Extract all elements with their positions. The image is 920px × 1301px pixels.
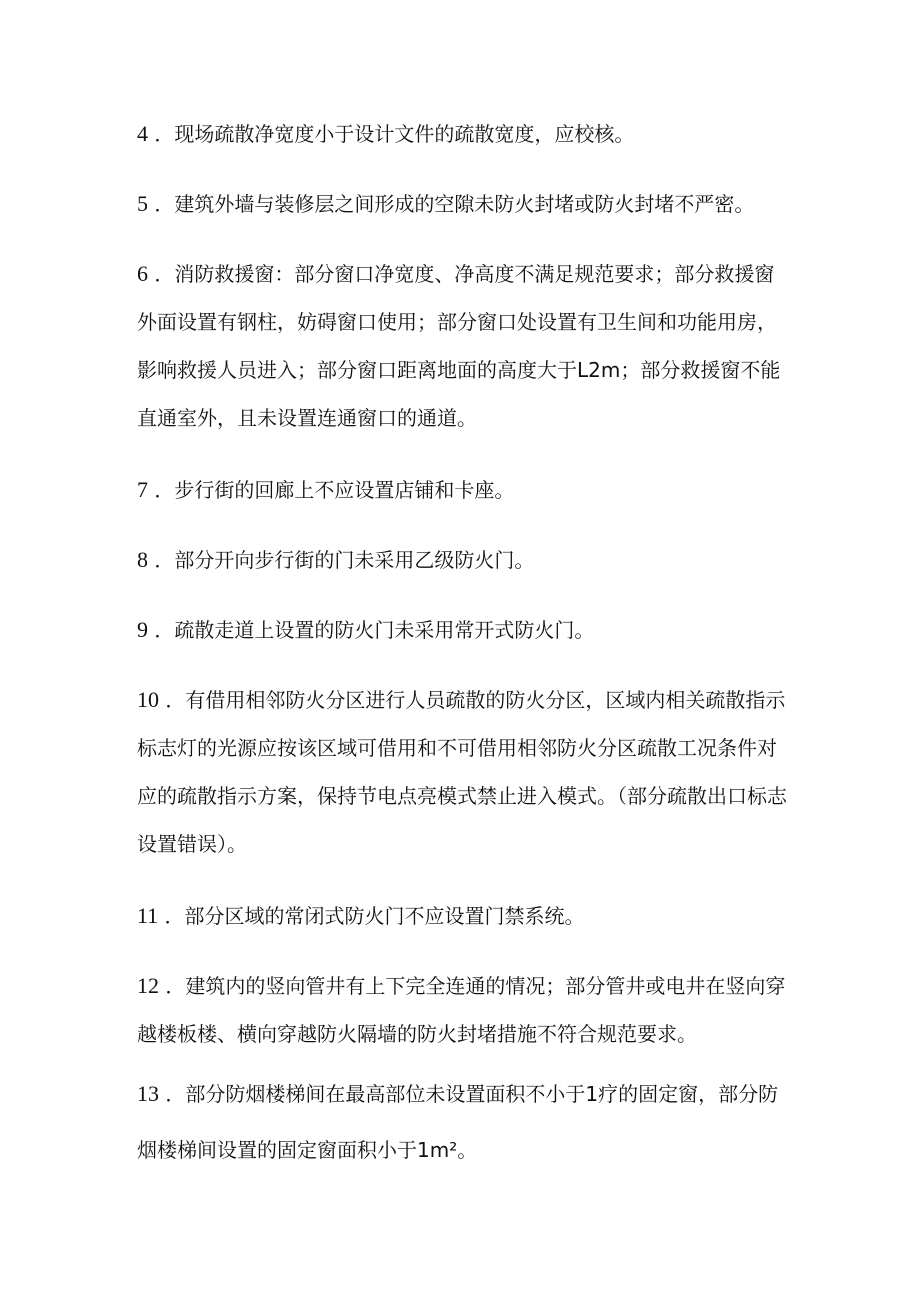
list-item xyxy=(137,676,787,868)
item-number: 11 xyxy=(137,903,159,928)
list-item xyxy=(137,250,787,442)
item-text: ．有借用相邻防火分区进行人员疏散的防火分区，区域内相关疏散指示标志灯的光源应按该区域可借用和不可借用相邻防火分区疏散工况条件对应的疏散指示方案，保持节电点亮模式禁止进入模式。（部分疏散出口标志设置错误）。 xyxy=(137,688,787,856)
item-number: 7 xyxy=(137,477,148,502)
item-number: 10 xyxy=(137,687,159,712)
item-text: ．部分开向步行街的门未采用乙级防火门。 xyxy=(148,548,535,572)
item-text: ．步行街的回廊上不应设置店铺和卡座。 xyxy=(148,478,515,502)
item-text: ．现场疏散净宽度小于设计文件的疏散宽度，应校核。 xyxy=(148,122,635,146)
item-number: 13 xyxy=(137,1081,159,1106)
item-text: ．建筑内的竖向管井有上下完全连通的情况；部分管井或电井在竖向穿越楼板楼、横向穿越防火隔墙的防火封堵措施不符合规范要求。 xyxy=(137,974,786,1046)
list-item xyxy=(137,892,787,940)
list-item xyxy=(137,962,787,1058)
list-item xyxy=(137,1066,787,1178)
item-number: 8 xyxy=(137,547,148,572)
item-number: 6 xyxy=(137,261,148,286)
item-number: 5 xyxy=(137,191,148,216)
list-item xyxy=(137,606,787,654)
list-item xyxy=(137,180,787,228)
item-number: 12 xyxy=(137,973,159,998)
item-text: ．部分区域的常闭式防火门不应设置门禁系统。 xyxy=(158,904,585,928)
list-item xyxy=(137,466,787,514)
list-item xyxy=(137,110,787,158)
item-text: ．部分防烟楼梯间在最高部位未设置面积不小于1疗的固定窗，部分防烟楼梯间设置的固定窗面积小于1m²。 xyxy=(137,1082,779,1162)
item-number: 9 xyxy=(137,617,148,642)
item-text: ．消防救援窗：部分窗口净宽度、净高度不满足规范要求；部分救援窗外面设置有钢柱，妨碍窗口使用；部分窗口处设置有卫生间和功能用房，影响救援人员进入；部分窗口距离地面的高度大于L2m；部分救援窗不能直通室外，且未设置连通窗口的通道。 xyxy=(137,262,781,430)
item-number: 4 xyxy=(137,121,148,146)
item-text: ．疏散走道上设置的防火门未采用常开式防火门。 xyxy=(148,618,595,642)
item-text: ．建筑外墙与装修层之间形成的空隙未防火封堵或防火封堵不严密。 xyxy=(148,192,755,216)
list-item xyxy=(137,536,787,584)
